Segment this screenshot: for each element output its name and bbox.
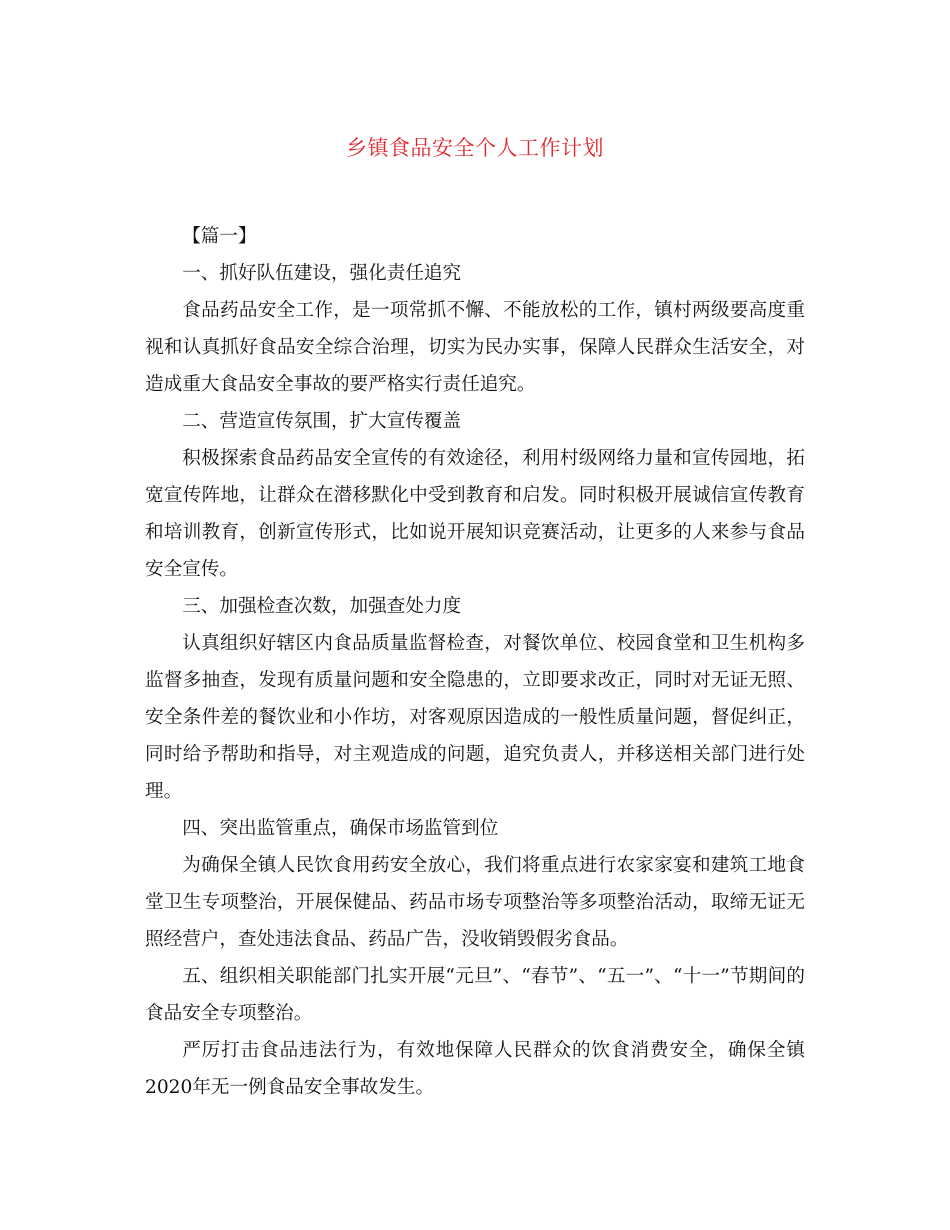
- paragraph-5: 严厉打击食品违法行为，有效地保障人民群众的饮食消费安全，确保全镇2020年无一例食品安全事故发生。: [145, 1040, 805, 1098]
- section-label: 【篇一】: [182, 226, 257, 247]
- section-heading-3: 三、加强检查次数，加强查处力度: [182, 596, 462, 617]
- paragraph-3: 认真组织好辖区内食品质量监督检查，对餐饮单位、校园食堂和卫生机构多监督多抽查，发现有质量问题和安全隐患的，立即要求改正，同时对无证无照、安全条件差的餐饮业和小作坊，对客观原因造成的一般性质量问题，督促纠正，同时给予帮助和指导，对主观造成的问题，追究负责人，并移送相关部门进行处理。: [145, 633, 805, 802]
- paragraph-2: 积极探索食品药品安全宣传的有效途径，利用村级网络力量和宣传园地，拓宽宣传阵地，让群众在潜移默化中受到教育和启发。同时积极开展诚信宣传教育和培训教育，创新宣传形式，比如说开展知识竞赛活动，让更多的人来参与食品安全宣传。: [145, 448, 805, 580]
- document-body: [145, 218, 805, 1106]
- paragraph-4: 为确保全镇人民饮食用药安全放心，我们将重点进行农家家宴和建筑工地食堂卫生专项整治，开展保健品、药品市场专项整治等多项整治活动，取缔无证无照经营户，查处违法食品、药品广告，没收销毁假劣食品。: [145, 855, 805, 950]
- section-heading-2: 二、营造宣传氛围，扩大宣传覆盖: [182, 411, 462, 432]
- paragraph-1: 食品药品安全工作，是一项常抓不懈、不能放松的工作，镇村两级要高度重视和认真抓好食品安全综合治理，切实为民办实事，保障人民群众生活安全，对造成重大食品安全事故的要严格实行责任追究。: [145, 300, 805, 395]
- section-heading-5: 五、组织相关职能部门扎实开展“元旦”、“春节”、“五一”、“十一”节期间的食品安全专项整治。: [145, 966, 805, 1024]
- section-heading-4: 四、突出监管重点，确保市场监管到位: [182, 818, 499, 839]
- section-heading-1: 一、抓好队伍建设，强化责任追究: [182, 263, 462, 284]
- document-title: 乡镇食品安全个人工作计划: [346, 136, 604, 160]
